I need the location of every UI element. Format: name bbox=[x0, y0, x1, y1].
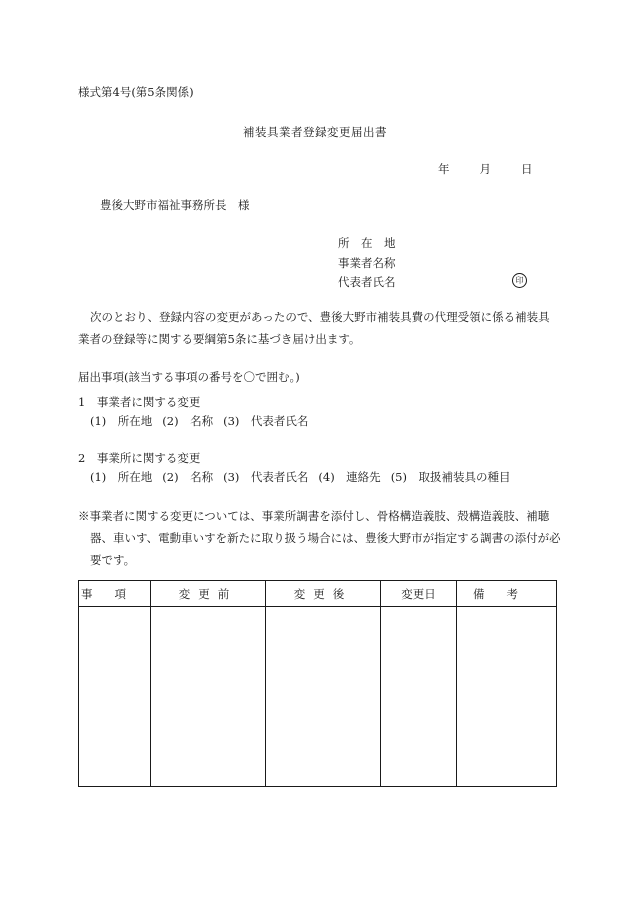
section-1-title: 1 事業者に関する変更 bbox=[78, 395, 201, 409]
date-year-label: 年 bbox=[438, 162, 450, 176]
section-2-items bbox=[90, 469, 510, 485]
header-after: 変更後 bbox=[266, 581, 381, 607]
section-1-item: (1) 所在地 bbox=[90, 414, 153, 428]
header-change-date: 変更日 bbox=[381, 581, 457, 607]
section-2-item: (1) 所在地 bbox=[90, 470, 153, 484]
change-table bbox=[78, 580, 557, 787]
representative-label: 代表者氏名 bbox=[338, 275, 396, 289]
header-item: 事項 bbox=[79, 581, 151, 607]
section-2-item: (5) 取扱補装具の種目 bbox=[390, 470, 511, 484]
cell-after[interactable] bbox=[266, 607, 381, 787]
table-row bbox=[79, 607, 557, 787]
section-1-item: (3) 代表者氏名 bbox=[223, 414, 309, 428]
note-text: ※事業者に関する変更については、事業所調書を添付し、骨格構造義肢、殻構造義肢、補聴器、車いす、電動車いすを新たに取り扱う場合には、豊後大野市が指定する調書の添付が必要です。 bbox=[78, 509, 561, 567]
section-2-item: (2) 名称 bbox=[162, 470, 214, 484]
header-remarks: 備考 bbox=[457, 581, 557, 607]
address-label: 所 在 地 bbox=[338, 236, 396, 250]
cell-before[interactable] bbox=[151, 607, 266, 787]
notice-heading: 届出事項(該当する事項の番号を〇で囲む。) bbox=[78, 370, 300, 384]
seal-icon: 印 bbox=[512, 273, 527, 288]
sender-block bbox=[338, 234, 396, 293]
section-1-item: (2) 名称 bbox=[162, 414, 214, 428]
cell-change-date[interactable] bbox=[381, 607, 457, 787]
section-2-title: 2 事業所に関する変更 bbox=[78, 451, 201, 465]
addressee: 豊後大野市福祉事務所長 様 bbox=[100, 198, 250, 212]
date-month-label: 月 bbox=[479, 162, 491, 176]
cell-remarks[interactable] bbox=[457, 607, 557, 787]
section-2-item: (3) 代表者氏名 bbox=[223, 470, 309, 484]
section-1-items bbox=[90, 413, 308, 429]
date-line bbox=[438, 161, 533, 177]
business-name-label: 事業者名称 bbox=[338, 255, 396, 270]
body-text: 次のとおり、登録内容の変更があったので、豊後大野市補装具費の代理受領に係る補装具業者の登録等に関する要綱第5条に基づき届け出ます。 bbox=[78, 310, 550, 346]
form-number: 様式第4号(第5条関係) bbox=[78, 85, 194, 99]
document-title: 補装具業者登録変更届出書 bbox=[243, 125, 387, 139]
header-before: 変更前 bbox=[151, 581, 266, 607]
cell-item[interactable] bbox=[79, 607, 151, 787]
table-header-row bbox=[79, 581, 557, 607]
section-2-item: (4) 連絡先 bbox=[318, 470, 381, 484]
date-day-label: 日 bbox=[521, 162, 533, 176]
